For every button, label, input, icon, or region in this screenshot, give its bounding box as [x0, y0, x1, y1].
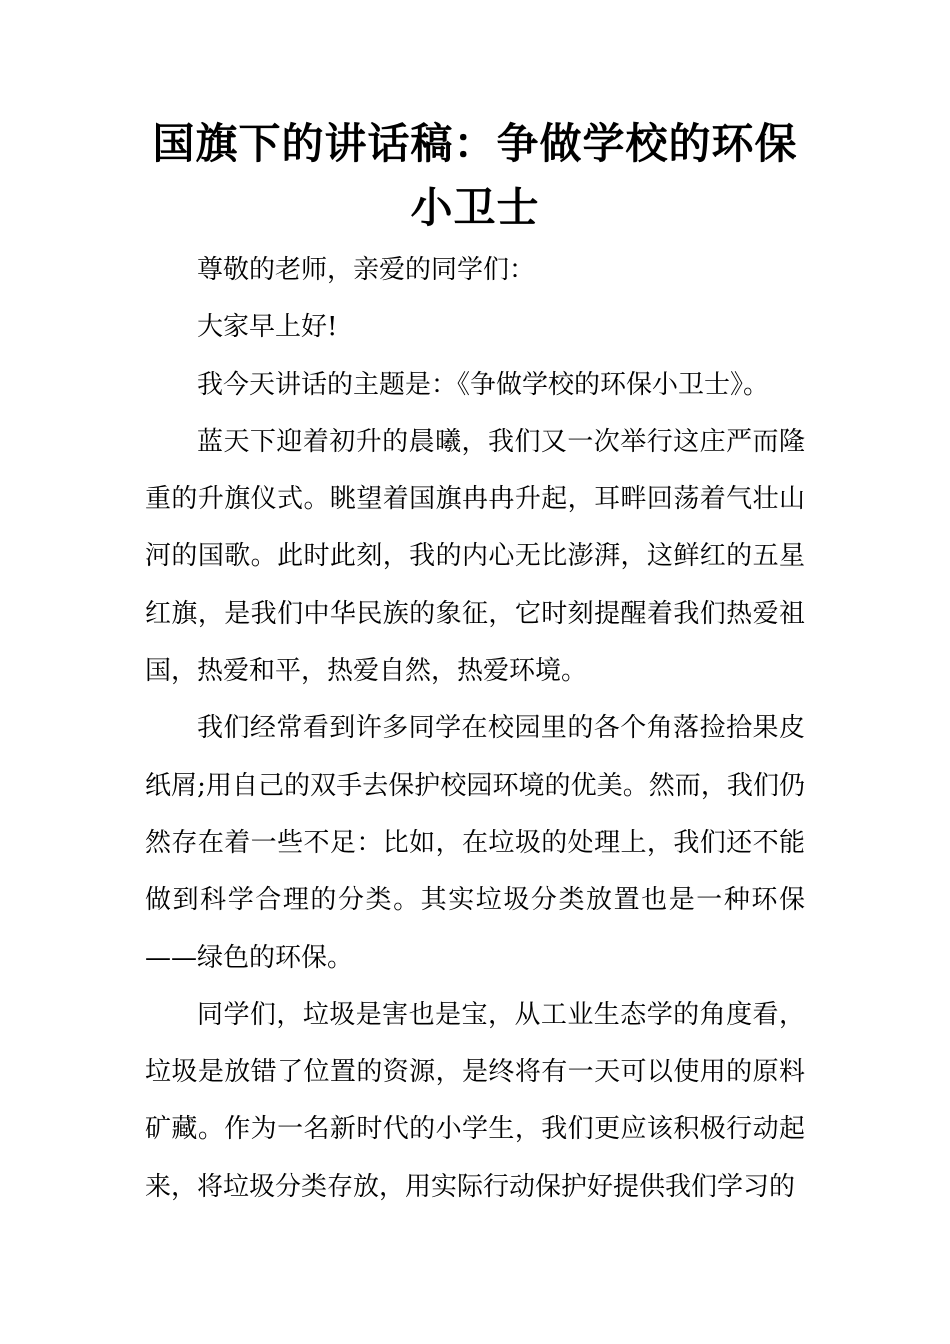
paragraph-flag-ceremony: 蓝天下迎着初升的晨曦，我们又一次举行这庄严而隆重的升旗仪式。眺望着国旗冉冉升起，耳畔回荡着气壮山河的国歌。此时此刻，我的内心无比澎湃，这鲜红的五星红旗，是我们中华民族的象征，它时刻提醒着我们热爱祖国，热爱和平，热爱自然，热爱环境。 — [145, 426, 805, 687]
paragraph-greeting: 尊敬的老师，亲爱的同学们： — [197, 255, 536, 285]
paragraph-campus-cleaning: 我们经常看到许多同学在校园里的各个角落捡拾果皮纸屑;用自己的双手去保护校园环境的优美。然而，我们仍然存在着一些不足：比如，在垃圾的处理上，我们还不能做到科学合理的分类。其实垃圾分类放置也是一种环保——绿色的环保。 — [145, 713, 805, 973]
document-body — [145, 242, 805, 1216]
document-title: 国旗下的讲话稿：争做学校的环保小卫士 — [152, 119, 798, 232]
paragraph-good-morning: 大家早上好! — [197, 312, 338, 343]
paragraph-garbage-resource: 同学们，垃圾是害也是宝，从工业生态学的角度看，垃圾是放错了位置的资源，是终将有一天可以使用的原料矿藏。作为一名新时代的小学生，我们更应该积极行动起来，将垃圾分类存放，用实际行动保护好提供我们学习的 — [145, 999, 805, 1202]
paragraph-topic: 我今天讲话的主题是：《争做学校的环保小卫士》。 — [197, 369, 770, 400]
